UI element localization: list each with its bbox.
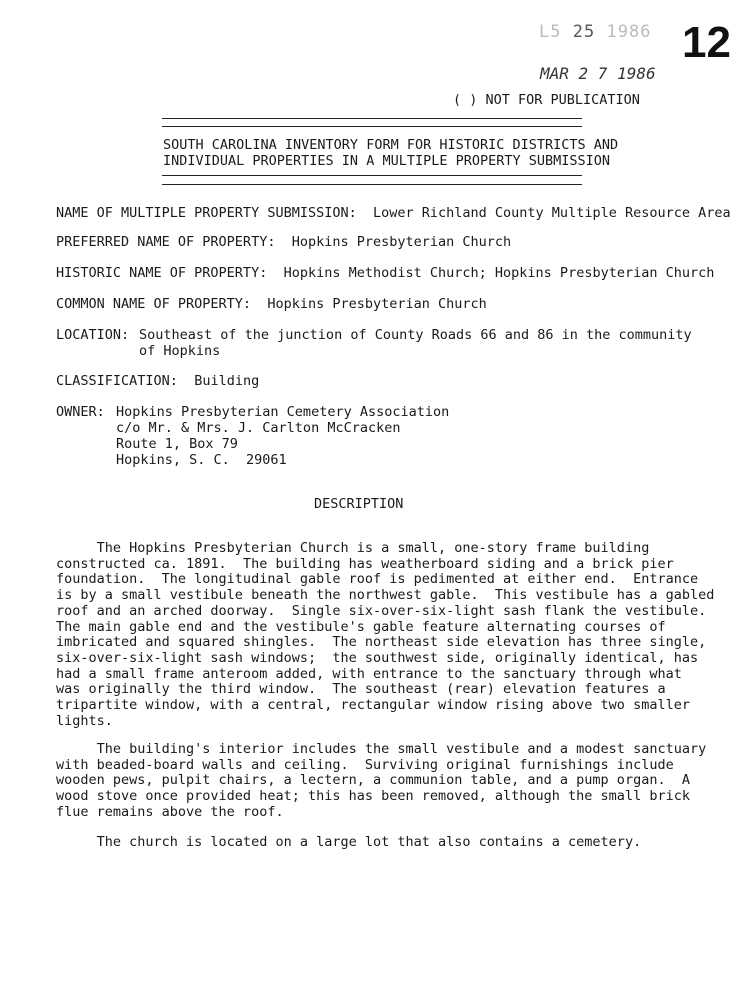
received-stamp-year: 1986 <box>606 22 652 42</box>
owner-line2: c/o Mr. & Mrs. J. Carlton McCracken <box>116 420 401 436</box>
owner-label: OWNER: <box>56 404 105 420</box>
classification-field <box>56 373 259 389</box>
owner-line1: Hopkins Presbyterian Cemetery Association <box>116 404 450 420</box>
location-value <box>139 327 692 359</box>
description-heading: DESCRIPTION <box>314 496 404 512</box>
received-stamp-prefix: L5 <box>539 22 562 42</box>
received-stamp <box>539 22 651 42</box>
rule-bottom-2 <box>162 184 582 185</box>
form-title-line1: SOUTH CAROLINA INVENTORY FORM FOR HISTORIC DISTRICTS AND <box>163 137 619 153</box>
rule-bottom <box>162 175 582 176</box>
common-name-field <box>56 296 487 312</box>
owner-value <box>116 404 449 468</box>
location-label: LOCATION: <box>56 327 130 343</box>
preferred-name-value: Hopkins Presbyterian Church <box>291 234 512 250</box>
received-stamp-day: 25 <box>572 22 596 42</box>
entered-stamp: MAR 2 7 1986 <box>540 64 656 83</box>
submission-label: NAME OF MULTIPLE PROPERTY SUBMISSION: <box>56 205 357 221</box>
location-line2: of Hopkins <box>139 343 221 359</box>
location-line1: Southeast of the junction of County Roads 66 and 86 in the community <box>139 327 692 343</box>
owner-line4: Hopkins, S. C. 29061 <box>116 452 287 468</box>
common-name-value: Hopkins Presbyterian Church <box>267 296 487 312</box>
owner-line3: Route 1, Box 79 <box>116 436 238 452</box>
description-paragraph-2: The building's interior includes the small vestibule and a modest sanctuary with beaded-board walls and ceiling. Surviving original furnishings include wooden pews, pulpit chairs, a lectern, a communion table, and a pump organ. A wood stove once provided heat; this has been removed, although the small brick flue remains above the roof. <box>56 741 707 820</box>
historic-name-field <box>56 265 714 281</box>
description-paragraph-3: The church is located on a large lot that also contains a cemetery. <box>56 834 642 850</box>
classification-value: Building <box>194 373 260 389</box>
description-paragraph-1: The Hopkins Presbyterian Church is a small, one-story frame building constructed ca. 1891. The building has weatherboard siding and a brick pier foundation. The longitudinal gable roof is pedimented at either end. Entrance is by a small vestibule beneath the northwest gable. This vestibule has a gabled roof and an arched doorway. Single six-over-six-light sash flank the vestibule. The main gable end and the vestibule's gable feature alternating courses of imbricated and squared shingles. The northeast side elevation has three single, six-over-six-light sash windows; the southwest side, originally identical, has had a small frame anteroom added, with entrance to the sanctuary through what was originally the third window. The southeast (rear) elevation features a tripartite window, with a central, rectangular window rising above two smaller lights. <box>56 540 715 729</box>
publication-note: ( ) NOT FOR PUBLICATION <box>453 92 640 108</box>
historic-name-label: HISTORIC NAME OF PROPERTY: <box>56 265 268 281</box>
preferred-name-field <box>56 234 511 250</box>
rule-top-2 <box>162 126 582 127</box>
form-title-line2: INDIVIDUAL PROPERTIES IN A MULTIPLE PROPERTY SUBMISSION <box>163 153 611 169</box>
common-name-label: COMMON NAME OF PROPERTY: <box>56 296 252 312</box>
form-title <box>163 137 618 169</box>
preferred-name-label: PREFERRED NAME OF PROPERTY: <box>56 234 276 250</box>
submission-field <box>56 205 731 221</box>
submission-value: Lower Richland County Multiple Resource Area <box>373 205 731 221</box>
rule-top <box>162 118 582 119</box>
page-number: 12 <box>682 18 731 67</box>
historic-name-value: Hopkins Methodist Church; Hopkins Presbyterian Church <box>283 265 715 281</box>
classification-label: CLASSIFICATION: <box>56 373 178 389</box>
